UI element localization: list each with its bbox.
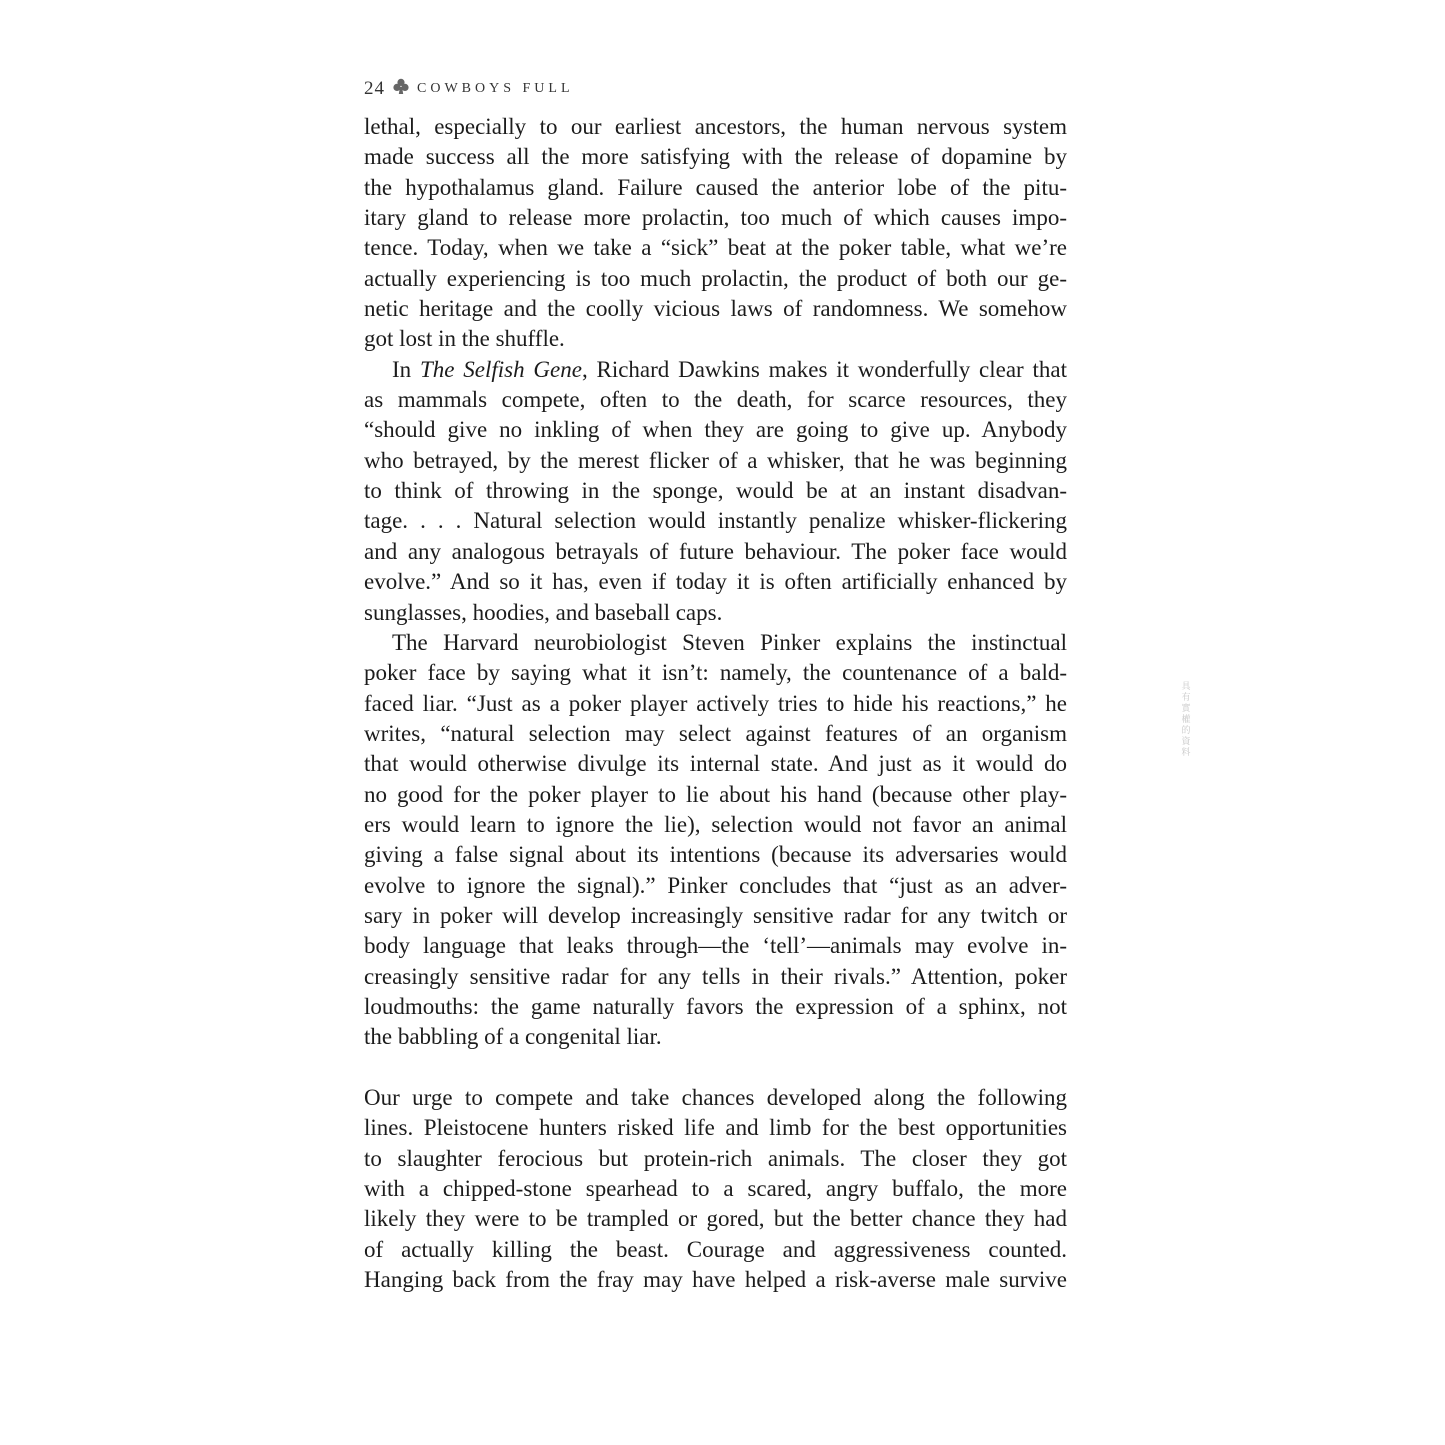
text-line: writes, “natural selection may select against features of an organism <box>364 720 1067 746</box>
text-line: likely they were to be trampled or gored, but the better chance they had <box>364 1206 1067 1232</box>
text-line: actually experiencing is too much prolactin, the product of both our ge- <box>364 265 1067 291</box>
text-line: lines. Pleistocene hunters risked life and limb for the best opportunities <box>364 1115 1067 1141</box>
text-line: body language that leaks through—the ‘tell’—animals may evolve in- <box>364 933 1067 959</box>
text-line: itary gland to release more prolactin, too much of which causes impo- <box>364 205 1067 231</box>
section-break <box>364 1053 1067 1083</box>
body-text <box>364 112 1067 1295</box>
text-line: Hanging back from the fray may have helped a risk-averse male survive <box>364 1267 1067 1293</box>
text-line: giving a false signal about its intentions (because its adversaries would <box>364 842 1067 868</box>
text-line: ers would learn to ignore the lie), selection would not favor an animal <box>364 811 1067 837</box>
text-line <box>364 355 1067 385</box>
text-fragment: , Richard Dawkins makes it wonderfully clear that <box>581 356 1067 382</box>
book-page <box>364 78 1067 1295</box>
text-line: evolve.” And so it has, even if today it is often artificially enhanced by <box>364 569 1067 595</box>
text-line: got lost in the shuffle. <box>364 326 565 352</box>
page-number: 24 <box>364 78 385 99</box>
text-line: netic heritage and the coolly vicious laws of randomness. We somehow <box>364 296 1067 322</box>
text-line: that would otherwise divulge its internal state. And just as it would do <box>364 751 1067 777</box>
text-line: loudmouths: the game naturally favors the expression of a sphinx, not <box>364 993 1067 1019</box>
text-line: of actually killing the beast. Courage and aggressiveness counted. <box>364 1236 1067 1262</box>
text-fragment: In <box>392 356 420 382</box>
text-line: creasingly sensitive radar for any tells in their rivals.” Attention, poker <box>364 963 1067 989</box>
text-line: lethal, especially to our earliest ancestors, the human nervous system <box>364 114 1067 139</box>
text-line: no good for the poker player to lie about his hand (because other play- <box>364 781 1067 807</box>
text-line: poker face by saying what it isn’t: namely, the countenance of a bald- <box>364 660 1067 686</box>
text-line: faced liar. “Just as a poker player actively tries to hide his reactions,” he <box>364 690 1067 716</box>
text-line: to think of throwing in the sponge, would be at an instant disadvan- <box>364 478 1067 504</box>
text-line: and any analogous betrayals of future behaviour. The poker face would <box>364 538 1067 564</box>
text-line: tence. Today, when we take a “sick” beat at the poker table, what we’re <box>364 235 1067 261</box>
text-line: the hypothalamus gland. Failure caused the anterior lobe of the pitu- <box>364 174 1067 200</box>
watermark: 具有實權的資料 <box>1181 682 1191 758</box>
text-line: who betrayed, by the merest flicker of a whisker, that he was beginning <box>364 447 1067 473</box>
text-line: Our urge to compete and take chances developed along the following <box>364 1085 1067 1110</box>
text-line: with a chipped-stone spearhead to a scared, angry buffalo, the more <box>364 1176 1067 1202</box>
text-line: sunglasses, hoodies, and baseball caps. <box>364 599 723 625</box>
book-title: COWBOYS FULL <box>417 81 574 96</box>
text-line: “should give no inkling of when they are going to give up. Anybody <box>364 417 1067 443</box>
text-line: sary in poker will develop increasingly sensitive radar for any twitch or <box>364 902 1067 928</box>
text-line: as mammals compete, often to the death, for scarce resources, they <box>364 387 1067 413</box>
text-line: to slaughter ferocious but protein-rich animals. The closer they got <box>364 1145 1067 1171</box>
running-head <box>364 78 1067 100</box>
book-title-reference: The Selfish Gene <box>419 356 582 382</box>
text-line: made success all the more satisfying with the release of dopamine by <box>364 144 1067 170</box>
text-line: tage. . . . Natural selection would instantly penalize whisker-flickering <box>364 508 1067 534</box>
text-line: The Harvard neurobiologist Steven Pinker explains the instinctual <box>392 629 1067 655</box>
text-line: the babbling of a congenital liar. <box>364 1024 662 1050</box>
club-suit-icon <box>393 78 409 100</box>
text-line: evolve to ignore the signal).” Pinker concludes that “just as an adver- <box>364 872 1067 898</box>
